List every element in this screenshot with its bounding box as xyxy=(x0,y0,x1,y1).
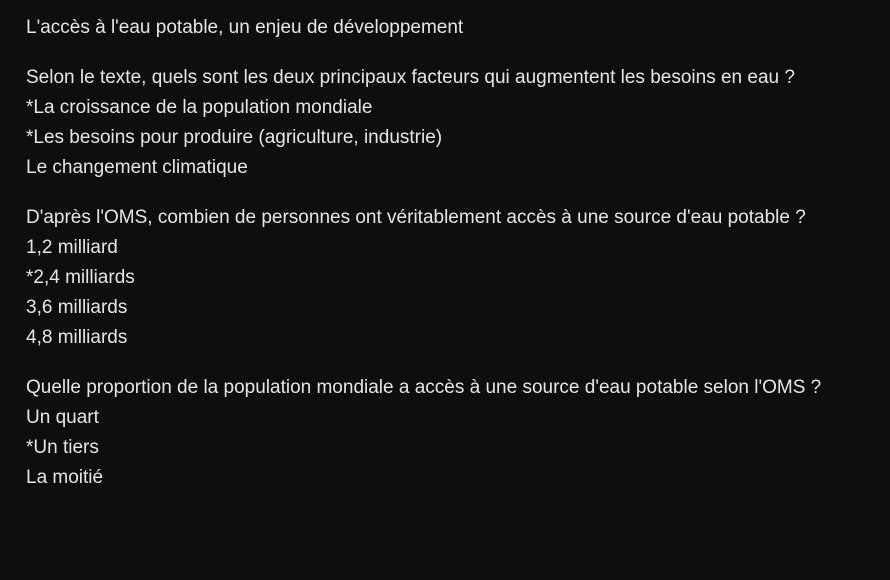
question-2: D'après l'OMS, combien de personnes ont véritablement accès à une source d'eau potable ? xyxy=(26,207,806,228)
answer-option: La moitié xyxy=(26,467,104,488)
answer-option: *Un tiers xyxy=(26,437,99,458)
question-1: Selon le texte, quels sont les deux principaux facteurs qui augmentent les besoins en eau ? xyxy=(26,67,795,88)
spacer xyxy=(26,43,871,63)
answer-option: 3,6 milliards xyxy=(26,297,128,318)
answer-option: 1,2 milliard xyxy=(26,237,118,258)
spacer xyxy=(26,353,871,373)
answer-option: *La croissance de la population mondiale xyxy=(26,97,373,118)
answer-option: *2,4 milliards xyxy=(26,267,135,288)
answer-option: *Les besoins pour produire (agriculture, industrie) xyxy=(26,127,443,148)
answer-option: Un quart xyxy=(26,407,99,428)
document-body xyxy=(26,13,871,493)
answer-option: 4,8 milliards xyxy=(26,327,128,348)
spacer xyxy=(26,183,871,203)
document-title: L'accès à l'eau potable, un enjeu de développement xyxy=(26,17,464,38)
question-3: Quelle proportion de la population mondiale a accès à une source d'eau potable selon l'OMS ? xyxy=(26,377,822,398)
answer-option: Le changement climatique xyxy=(26,157,248,178)
